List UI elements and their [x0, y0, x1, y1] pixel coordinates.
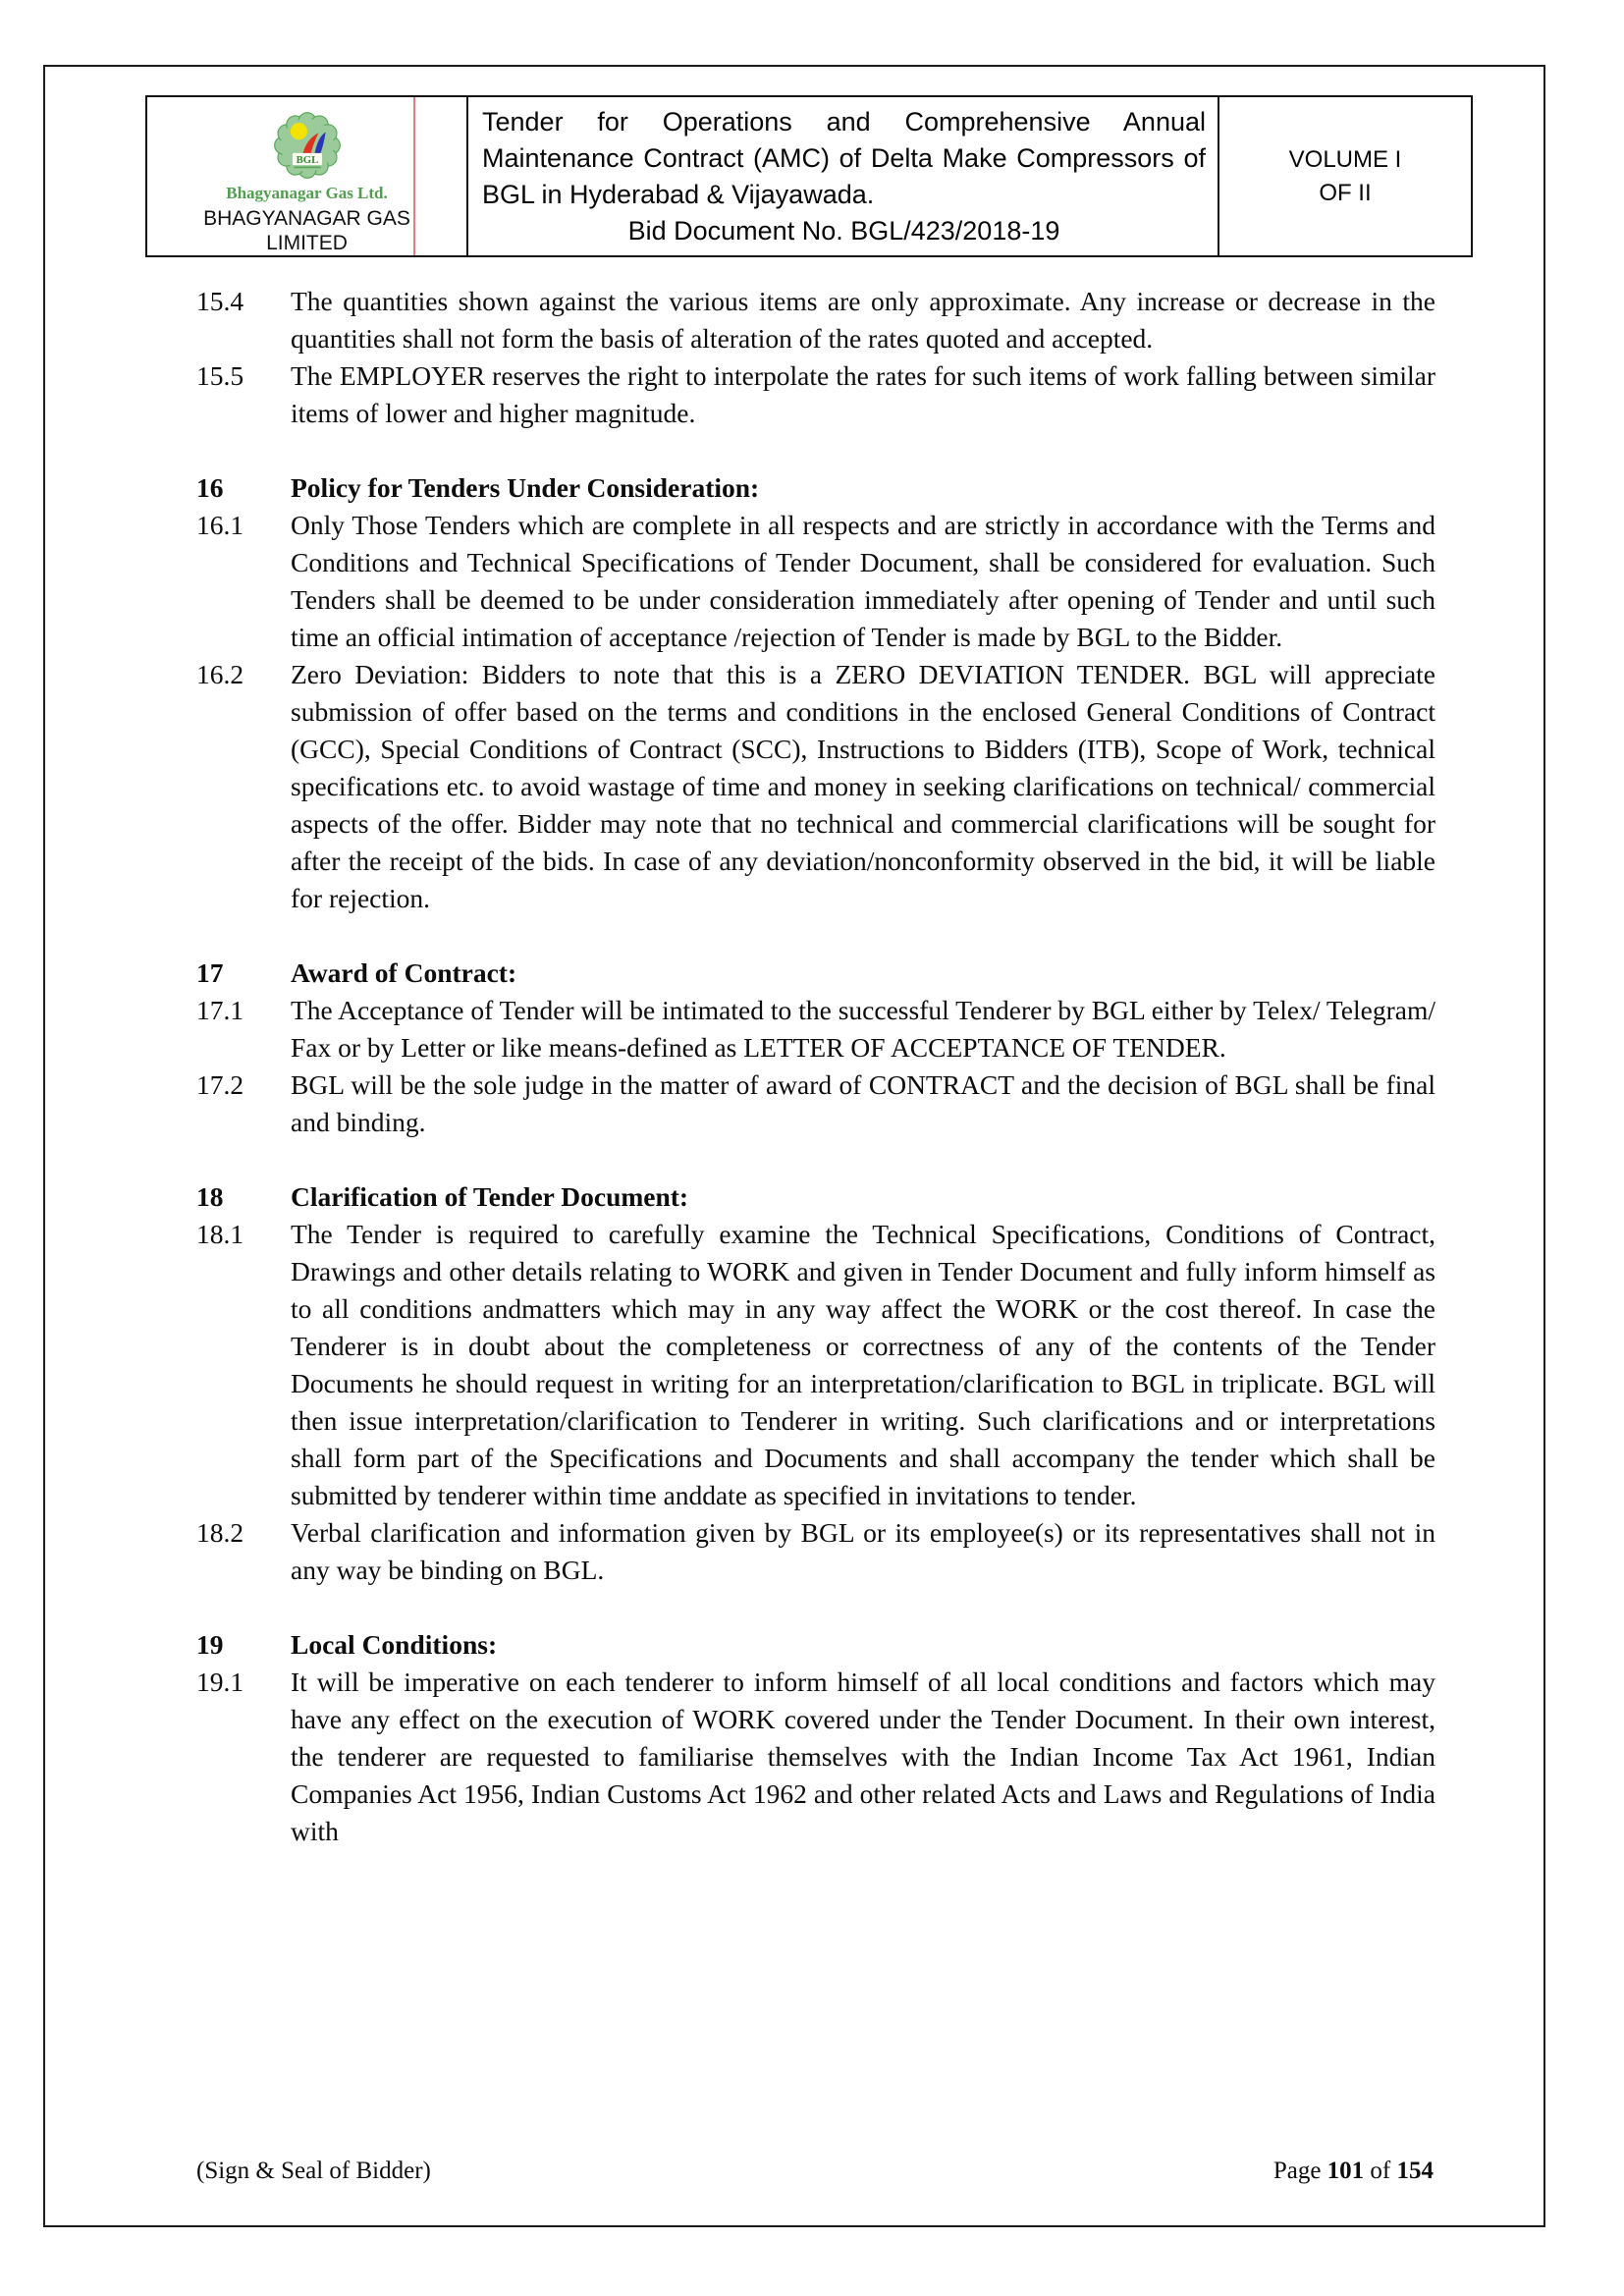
clause-text: Award of Contract:	[291, 957, 517, 988]
page-total: 154	[1396, 2158, 1434, 2184]
logo-caption: Bhagyanagar Gas Ltd.	[226, 184, 388, 202]
bgl-logo	[261, 108, 353, 183]
clause-number: 15.4	[196, 286, 244, 316]
logo-monogram: BGL	[296, 153, 318, 166]
clause-row	[196, 1664, 1435, 1850]
clause-text: Only Those Tenders which are complete in all respects and are strictly in accordance with the Terms and Conditions and Technical Specifications of Tender Document, shall be considered for evaluation. Such Tenders shall be deemed to be under consideration immediately after opening of Tender and until such time an official intimation of acceptance /rejection of Tender is made by BGL to the Bidder.	[291, 510, 1435, 652]
clause-text: Policy for Tenders Under Consideration:	[291, 472, 760, 503]
clause-text: Zero Deviation: Bidders to note that this is a ZERO DEVIATION TENDER. BGL will appreciate submission of offer based on the terms and conditions in the enclosed General Conditions of Contract (GCC), Special Conditions of Contract (SCC), Instructions to Bidders (ITB), Scope of Work, technical specifications etc. to avoid wastage of time and money in seeking clarifications on technical/ commercial aspects of the offer. Bidder may note that no technical and commercial clarifications will be sought for after the receipt of the bids. In case of any deviation/nonconformity observed in the bid, it will be liable for rejection.	[291, 659, 1435, 913]
clause-row	[196, 1626, 1435, 1664]
clause-text: The Tender is required to carefully examine the Technical Specifications, Conditions of Contract, Drawings and other details relating to WORK and given in Tender Document and fully inform himself as to all conditions andmatters which may in any way affect the WORK or the cost thereof. In case the Tenderer is in doubt about the completeness or correctness of any of the contents of the Tender Documents he should request in writing for an interpretation/clarification to BGL in triplicate. BGL will then issue interpretation/clarification to Tenderer in writing. Such clarifications and or interpretations shall form part of the Specifications and Documents and shall accompany the tender which shall be submitted by tenderer within time anddate as specified in invitations to tender.	[291, 1219, 1435, 1510]
volume-line-2: OF II	[1319, 179, 1372, 206]
clause-list	[196, 283, 1435, 1850]
clause-row	[196, 357, 1435, 432]
clause-number: 18.1	[196, 1219, 244, 1249]
clause-text: Verbal clarification and information given by BGL or its employee(s) or its representatives shall not in any way be binding on BGL.	[291, 1517, 1435, 1585]
clause-text: It will be imperative on each tenderer to inform himself of all local conditions and factors which may have any effect on the execution of WORK covered under the Tender Document. In their own interest, the tenderer are requested to familiarise themselves with the Indian Income Tax Act 1961, Indian Companies Act 1956, Indian Customs Act 1962 and other related Acts and Laws and Regulations of India with	[291, 1667, 1435, 1846]
header-logo-cell	[147, 97, 468, 255]
clause-row	[196, 1216, 1435, 1514]
clause-number: 16.1	[196, 510, 244, 540]
clause-text: The EMPLOYER reserves the right to interpolate the rates for such items of work falling between similar items of lower and higher magnitude.	[291, 360, 1435, 428]
clause-row	[196, 469, 1435, 507]
clause-row	[196, 656, 1435, 917]
clause-text: The Acceptance of Tender will be intimated to the successful Tenderer by BGL either by Telex/ Telegram/ Fax or by Letter or like means-defined as LETTER OF ACCEPTANCE OF TENDER.	[291, 995, 1435, 1063]
clause-row	[196, 283, 1435, 357]
clause-row	[196, 507, 1435, 656]
sign-seal-note: (Sign & Seal of Bidder)	[196, 2158, 431, 2184]
clause-row	[196, 992, 1435, 1066]
clause-text: Clarification of Tender Document:	[291, 1181, 689, 1212]
page-number	[1273, 2157, 1434, 2186]
header-table	[145, 95, 1473, 257]
logo-sun	[290, 123, 306, 139]
tender-title: Tender for Operations and Comprehensive Annual Maintenance Contract (AMC) of Delta Make Compressors of BGL in Hyderabad & Vijayawada.	[482, 107, 1206, 209]
clause-number: 15.5	[196, 360, 244, 391]
page-current: 101	[1326, 2158, 1365, 2184]
org-name: BHAGYANAGAR GAS LIMITED	[203, 207, 410, 254]
clause-number: 19	[196, 1629, 224, 1660]
clause-number: 16	[196, 472, 224, 503]
clause-number: 17	[196, 957, 224, 988]
clause-row	[196, 1514, 1435, 1589]
clause-row	[196, 1066, 1435, 1141]
clause-row	[196, 1178, 1435, 1216]
page-word: Page	[1272, 2158, 1322, 2184]
clause-number: 16.2	[196, 659, 244, 689]
header-volume-cell	[1219, 97, 1471, 255]
clause-text: The quantities shown against the various items are only approximate. Any increase or decrease in the quantities shall not form the basis of alteration of the rates quoted and accepted.	[291, 286, 1435, 354]
of-word: of	[1370, 2158, 1391, 2184]
clause-number: 18	[196, 1181, 224, 1212]
clause-row	[196, 955, 1435, 992]
clause-number: 17.2	[196, 1069, 244, 1100]
clause-text: Local Conditions:	[291, 1629, 498, 1660]
clause-text: BGL will be the sole judge in the matter of award of CONTRACT and the decision of BGL shall be final and binding.	[291, 1069, 1435, 1137]
clause-number: 17.1	[196, 995, 244, 1025]
logo-underline	[294, 167, 320, 169]
clause-number: 18.2	[196, 1517, 244, 1548]
bid-document-number: Bid Document No. BGL/423/2018-19	[627, 216, 1060, 246]
header-title-cell	[468, 97, 1219, 255]
scan-red-line	[413, 97, 415, 255]
volume-line-1: VOLUME I	[1288, 145, 1402, 173]
clause-number: 19.1	[196, 1667, 244, 1697]
